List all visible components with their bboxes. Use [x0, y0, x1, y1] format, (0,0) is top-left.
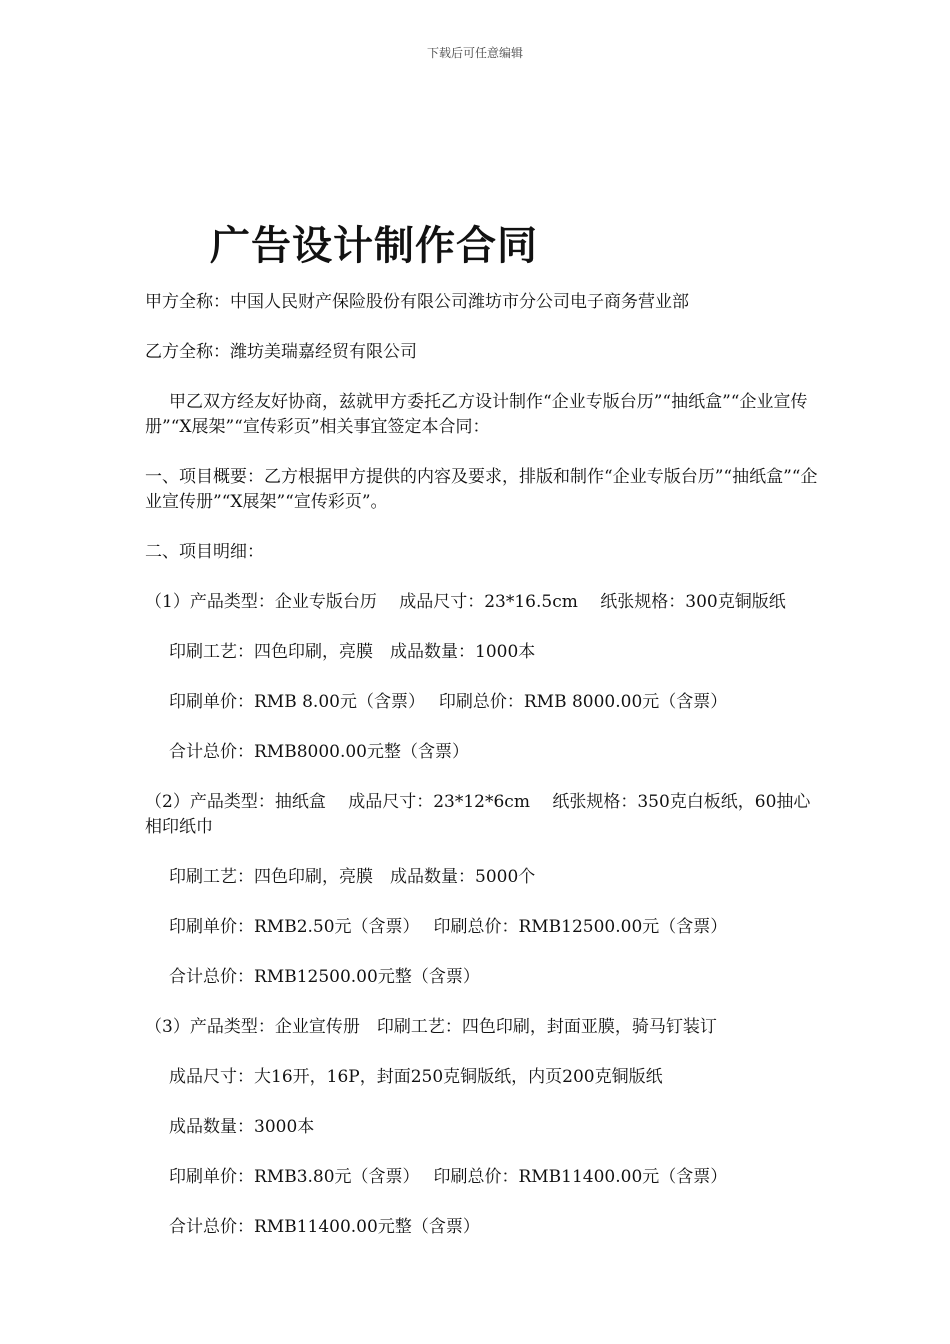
document-title: 广告设计制作合同 [210, 223, 538, 269]
document-body [145, 290, 825, 1265]
item3-product-line: （3）产品类型：企业宣传册 印刷工艺：四色印刷，封面亚膜，骑马钉装订 [145, 1017, 717, 1037]
item3-price-line: 印刷单价：RMB3.80元（含票） 印刷总价：RMB11400.00元（含票） [169, 1167, 728, 1187]
item2-process-line: 印刷工艺：四色印刷，亮膜 成品数量：5000个 [169, 867, 536, 887]
item3-total-line: 合计总价：RMB11400.00元整（含票） [169, 1217, 480, 1237]
party-b: 乙方全称：潍坊美瑞嘉经贸有限公司 [145, 342, 417, 362]
item1-price-line: 印刷单价：RMB 8.00元（含票） 印刷总价：RMB 8000.00元（含票） [169, 692, 728, 712]
section-project-details: 二、项目明细： [145, 542, 264, 562]
item3-size-line: 成品尺寸：大16开，16P，封面250克铜版纸，内页200克铜版纸 [169, 1067, 663, 1087]
item3-quantity-line: 成品数量：3000本 [169, 1117, 315, 1137]
header-note: 下载后可任意编辑 [426, 46, 523, 60]
item2-total-line: 合计总价：RMB12500.00元整（含票） [169, 967, 480, 987]
item2-price-line: 印刷单价：RMB2.50元（含票） 印刷总价：RMB12500.00元（含票） [169, 917, 728, 937]
party-a: 甲方全称：中国人民财产保险股份有限公司潍坊市分公司电子商务营业部 [145, 292, 689, 312]
item1-process-line: 印刷工艺：四色印刷，亮膜 成品数量：1000本 [169, 642, 536, 662]
item2-product-line: （2）产品类型：抽纸盒 成品尺寸：23*12*6cm 纸张规格：350克白板纸，60抽心相印纸巾 [145, 792, 811, 837]
item1-total-line: 合计总价：RMB8000.00元整（含票） [169, 742, 469, 762]
intro-paragraph: 甲乙双方经友好协商，兹就甲方委托乙方设计制作“企业专版台历”“抽纸盒”“企业宣传册”“X展架”“宣传彩页”相关事宜签定本合同： [145, 392, 808, 437]
section-project-overview: 一、项目概要：乙方根据甲方提供的内容及要求，排版和制作“企业专版台历”“抽纸盒”“企业宣传册”“X展架”“宣传彩页”。 [145, 467, 818, 512]
item1-product-line: （1）产品类型：企业专版台历 成品尺寸：23*16.5cm 纸张规格：300克铜版纸 [145, 592, 786, 612]
